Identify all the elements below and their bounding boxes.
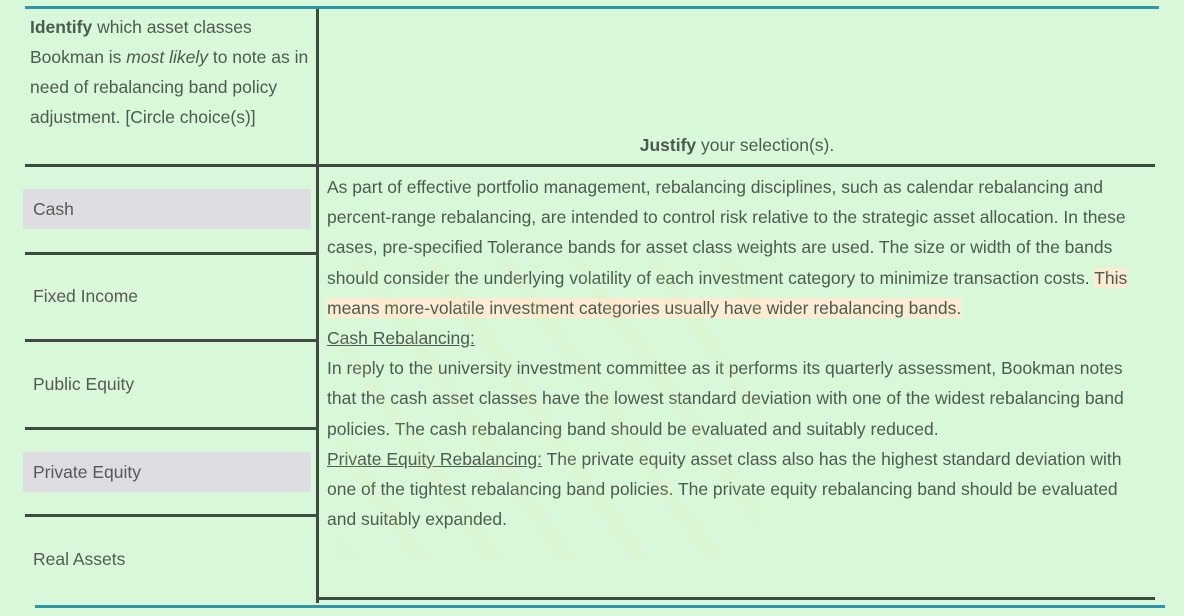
asset-choice-label: Private Equity <box>33 461 141 482</box>
justify-prompt-text <box>640 130 835 160</box>
identify-prompt-text1: which asset classes Bookman is <box>30 17 252 67</box>
asset-choice-private-equity[interactable] <box>23 452 311 492</box>
asset-choice-row-public-equity[interactable] <box>25 342 316 430</box>
identify-prompt-italic: most likely <box>126 47 208 67</box>
asset-choice-public-equity[interactable] <box>23 364 311 404</box>
bottom-accent-rule <box>35 605 1165 608</box>
asset-choice-label: Real Assets <box>33 549 126 570</box>
asset-choice-label: Cash <box>33 198 74 219</box>
asset-choice-label: Public Equity <box>33 373 135 394</box>
cash-rebalancing-paragraph: In reply to the university investment committee as it performs its quarterly assessment, Bookman notes that the cash asset classes have the lowest standard deviation with one of the widest rebalancing band policies. The cash rebalancing band should be evaluated and suitably reduced. <box>327 358 1124 439</box>
asset-choice-row-cash[interactable] <box>25 167 316 255</box>
private-equity-rebalancing-heading: Private Equity Rebalancing: <box>327 448 542 469</box>
cash-rebalancing-heading-line <box>327 323 1149 353</box>
justification-answer-cell <box>319 167 1155 600</box>
private-equity-rebalancing-paragraph <box>327 444 1149 535</box>
identify-prompt-bold: Identify <box>30 17 93 37</box>
cash-rebalancing-heading: Cash Rebalancing: <box>327 328 475 349</box>
identify-prompt-text2: to note as in need of rebalancing band policy adjustment. [Circle choice(s)] <box>30 47 309 127</box>
asset-choice-fixed-income[interactable] <box>23 277 311 317</box>
private-equity-rebalancing-text: The private equity asset class also has the highest standard deviation with one of the tightest rebalancing band policies. The private equity rebalancing band should be evaluated and suitably expanded. <box>327 448 1122 530</box>
asset-choice-row-real-assets[interactable] <box>25 517 316 602</box>
justification-intro-text: As part of effective portfolio management, rebalancing disciplines, such as calendar rebalancing and percent-range rebalancing, are intended to control risk relative to the strategic asset allocation. In these cases, pre-specified Tolerance bands for asset class weights are used. The size or width of the bands should consider the underlying volatility of each investment category to minimize transaction costs. <box>327 177 1126 288</box>
justification-highlighted-text: This means more-volatile investment categories usually have wider rebalancing bands. <box>327 267 1128 318</box>
asset-class-choice-list <box>25 167 316 602</box>
asset-choice-row-fixed-income[interactable] <box>25 255 316 343</box>
asset-choice-row-private-equity[interactable] <box>25 430 316 518</box>
justify-prompt <box>319 9 1155 164</box>
asset-choice-cash[interactable] <box>23 189 311 229</box>
asset-choice-label: Fixed Income <box>33 286 139 307</box>
identify-prompt <box>25 9 316 164</box>
justify-prompt-bold: Justify <box>639 135 697 155</box>
justification-intro-paragraph <box>327 172 1149 323</box>
justify-prompt-rest: your selection(s). <box>696 135 835 155</box>
asset-choice-real-assets[interactable] <box>23 540 311 580</box>
